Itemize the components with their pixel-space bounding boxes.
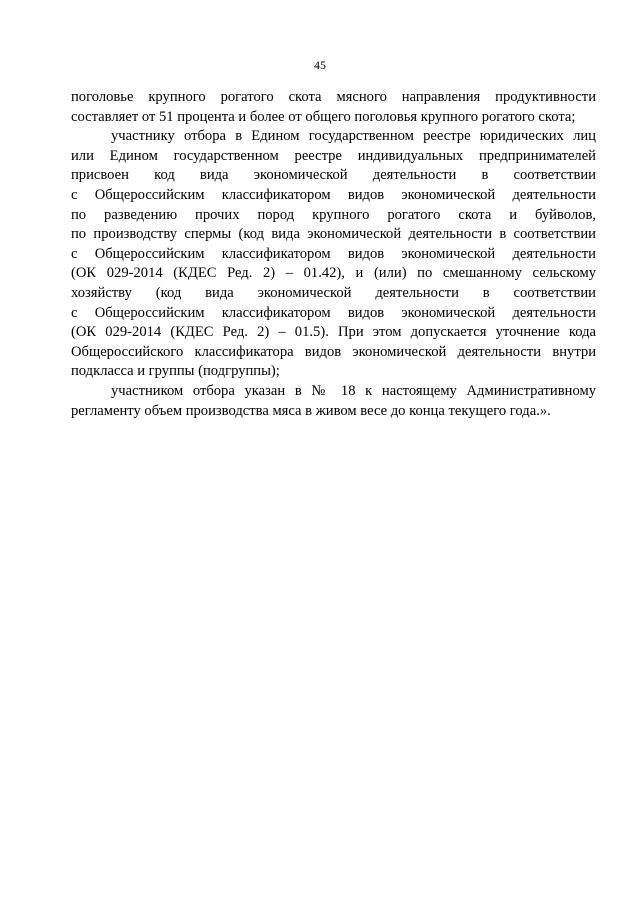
paragraph-2-line-7: с Общероссийским классификатором видов экономической деятельности [71,245,596,262]
paragraph-2-line-11: (ОК 029-2014 (КДЕС Ред. 2) – 01.5). При этом допускается уточнение кода [71,324,596,341]
paragraph-2-line-8: (ОК 029-2014 (КДЕС Ред. 2) – 01.42), и (или) по смешанному сельскому [71,265,596,282]
paragraph-2-line-6: по производству спермы (код вида экономической деятельности в соответствии [71,226,596,243]
paragraph-2-line-10: с Общероссийским классификатором видов экономической деятельности [71,304,596,321]
paragraph-2-line-3: присвоен код вида экономической деятельности в соответствии [71,167,596,184]
paragraph-2-line-5: по разведению прочих пород крупного рогатого скота и буйволов, [71,206,596,223]
paragraph-2-line-2: или Едином государственном реестре индивидуальных предпринимателей [71,147,596,164]
paragraph-2-line-13: подкласса и группы (подгруппы); [71,363,280,380]
paragraph-2-line-12: Общероссийского классификатора видов экономической деятельности внутри [71,343,596,360]
document-body [71,88,596,421]
paragraph-2-line-9: хозяйству (код вида экономической деятельности в соответствии [71,284,596,301]
paragraph-3-line-2: регламенту объем производства мяса в живом весе до конца текущего года.». [71,402,551,419]
page-number: 45 [314,58,326,72]
paragraph-1-line-1: поголовье крупного рогатого скота мясного направления продуктивности [71,89,596,105]
paragraph-3-line-1: участником отбора указан в № 18 к настоящему Административному [111,382,596,399]
paragraph-2-line-1: участнику отбора в Едином государственном реестре юридических лиц [111,128,596,145]
paragraph-2-line-4: с Общероссийским классификатором видов экономической деятельности [71,186,596,203]
paragraph-1-line-2: составляет от 51 процента и более от общего поголовья крупного рогатого скота; [71,108,576,125]
